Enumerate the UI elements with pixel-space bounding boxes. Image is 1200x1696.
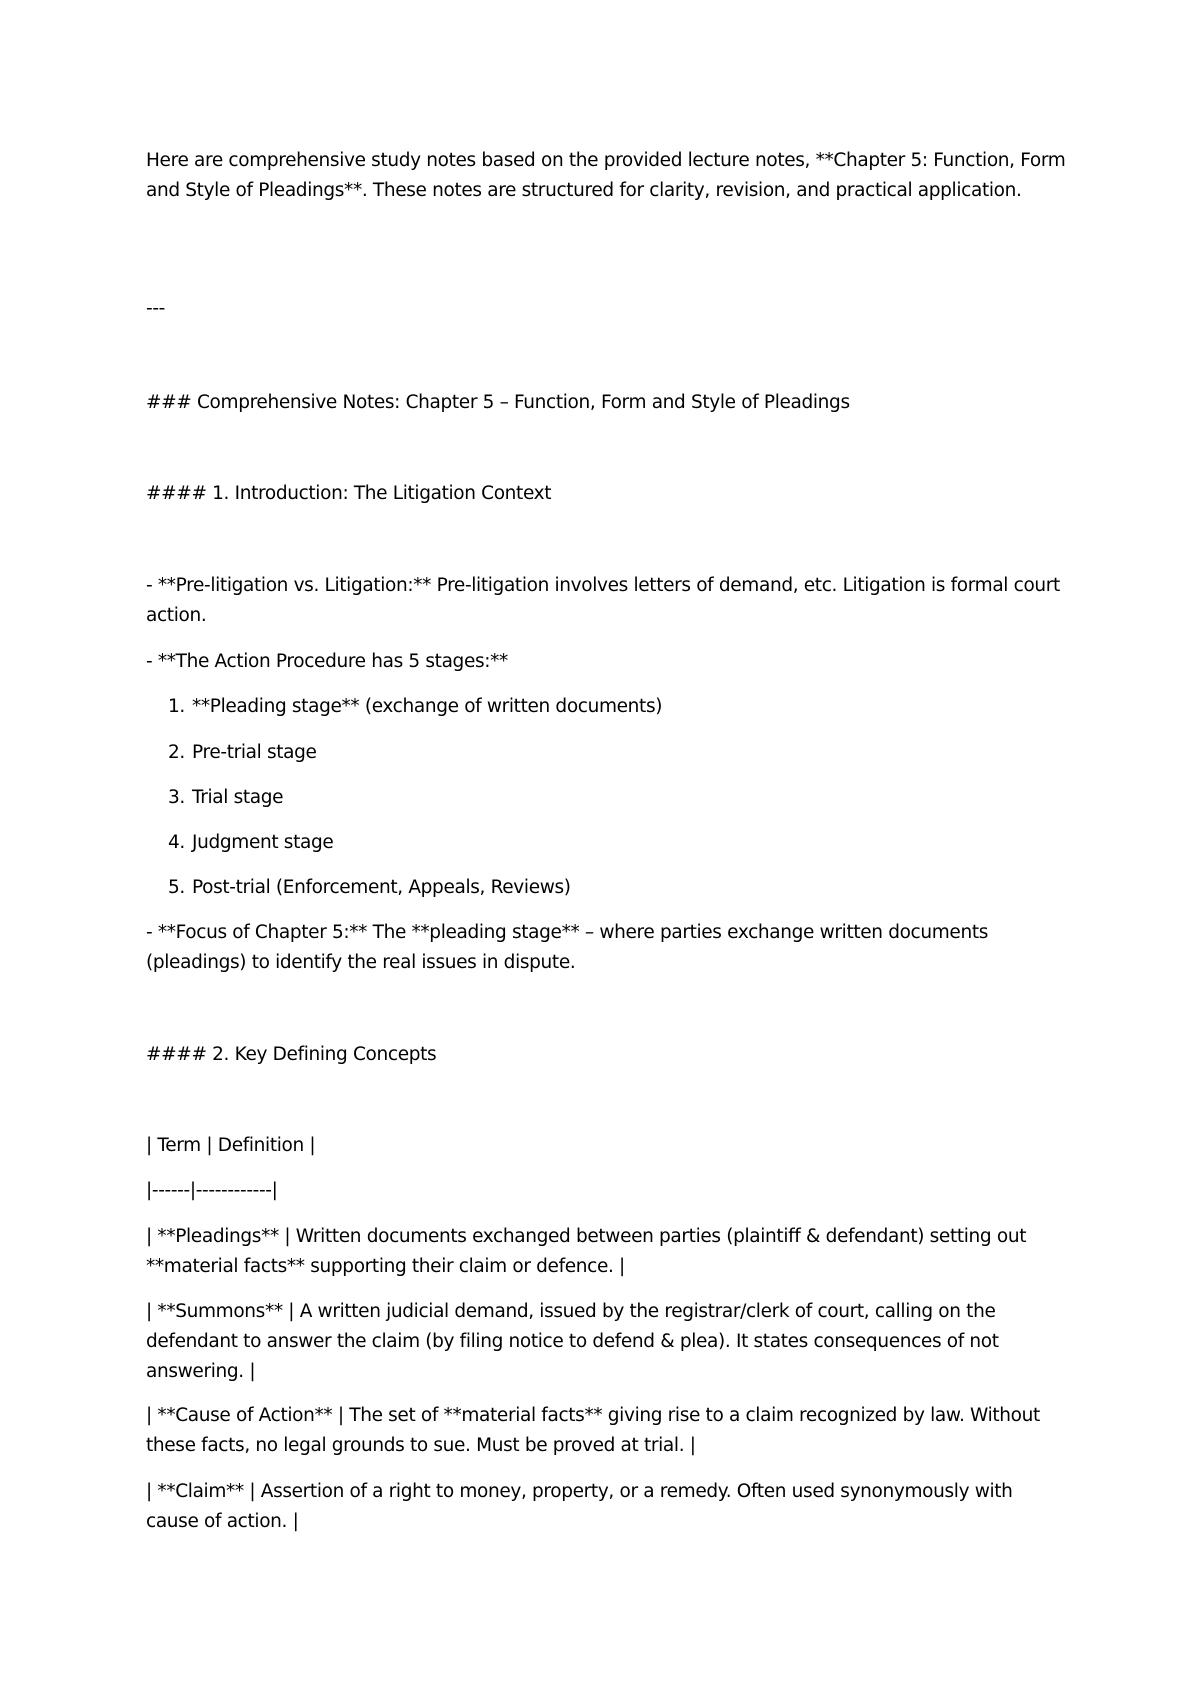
- list-item-text: Judgment stage: [192, 832, 334, 853]
- list-item-number: 2.: [168, 742, 185, 763]
- list-item: [168, 783, 1048, 813]
- list-item: [168, 692, 1048, 722]
- intro-paragraph: Here are comprehensive study notes based on the provided lecture notes, **Chapter 5: Function, Form and Style of Pleadings**. These notes are structured for clarity, revision, and practical application.: [146, 150, 1066, 201]
- table-divider: |------|------------|: [146, 1180, 278, 1201]
- bullet-focus: - **Focus of Chapter 5:** The **pleading stage** – where parties exchange written documents (pleadings) to identify the real issues in dispute.: [146, 922, 989, 973]
- separator: ---: [146, 298, 165, 319]
- bullet-action-procedure: - **The Action Procedure has 5 stages:**: [146, 651, 508, 672]
- list-item: [168, 828, 1048, 858]
- bullet-prelitigation: - **Pre-litigation vs. Litigation:** Pre-litigation involves letters of demand, etc. Litigation is formal court action.: [146, 575, 1060, 626]
- table-row: | **Pleadings** | Written documents exchanged between parties (plaintiff & defendant) setting out **material facts** supporting their claim or defence. |: [146, 1226, 1027, 1277]
- table-row: | **Summons** | A written judicial demand, issued by the registrar/clerk of court, calling on the defendant to answer the claim (by filing notice to defend & plea). It states consequences of not answering. |: [146, 1301, 999, 1382]
- list-item-text: Post-trial (Enforcement, Appeals, Reviews): [192, 877, 571, 898]
- section-heading-introduction: #### 1. Introduction: The Litigation Context: [146, 483, 552, 504]
- section-heading-concepts: #### 2. Key Defining Concepts: [146, 1044, 437, 1065]
- list-item-number: 3.: [168, 787, 185, 808]
- list-item: [168, 738, 1048, 768]
- table-header: | Term | Definition |: [146, 1135, 316, 1156]
- list-item-text: Trial stage: [192, 787, 284, 808]
- list-item-number: 4.: [168, 832, 185, 853]
- table-row: | **Claim** | Assertion of a right to money, property, or a remedy. Often used synonymously with cause of action. |: [146, 1481, 1013, 1532]
- list-item-text: Pre-trial stage: [192, 742, 317, 763]
- table-row: | **Cause of Action** | The set of **material facts** giving rise to a claim recognized by law. Without these facts, no legal grounds to sue. Must be proved at trial. |: [146, 1405, 1040, 1456]
- list-item-text: **Pleading stage** (exchange of written documents): [192, 696, 663, 717]
- main-heading: ### Comprehensive Notes: Chapter 5 – Function, Form and Style of Pleadings: [146, 392, 850, 413]
- list-item-number: 1.: [168, 696, 185, 717]
- list-item-number: 5.: [168, 877, 185, 898]
- list-item: [168, 873, 1048, 903]
